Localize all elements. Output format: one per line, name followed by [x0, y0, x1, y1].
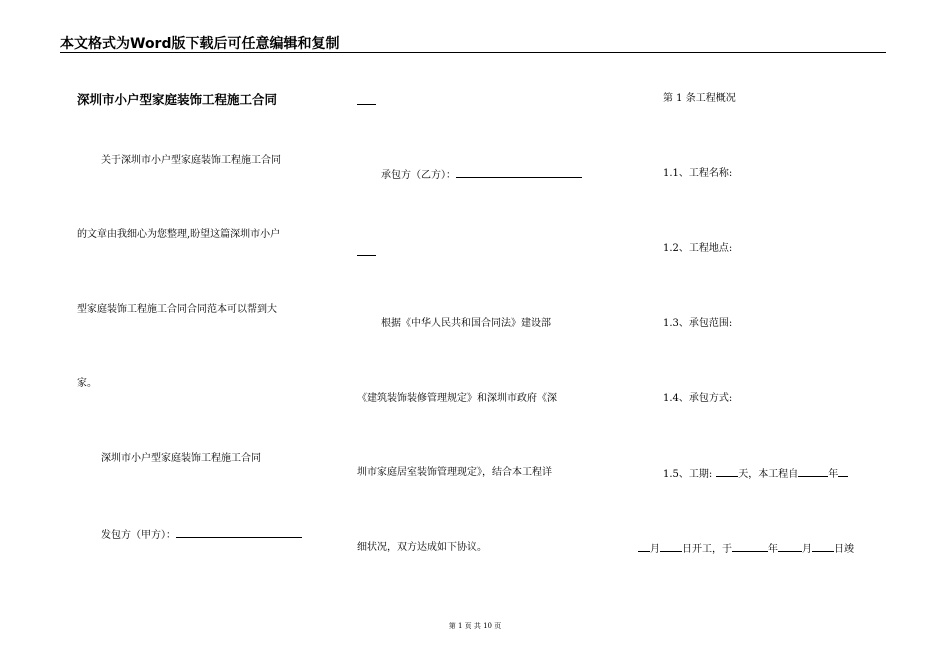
- days-blank: [716, 467, 738, 477]
- item-1-2-project-location: 1.2、工程地点:: [663, 243, 733, 254]
- item-1-1-project-name: 1.1、工程名称:: [663, 168, 733, 179]
- party-a-blank: [176, 528, 302, 538]
- item-1-4-contract-method: 1.4、承包方式:: [663, 393, 733, 404]
- intro-paragraph-line-3: 型家庭装饰工程施工合同合同范本可以帮到大: [77, 304, 277, 315]
- start-month-blank: [638, 542, 650, 552]
- start-month-blank-lead: [838, 467, 848, 477]
- item-1-5-dates-line: [638, 542, 854, 556]
- contract-title: 深圳市小户型家庭装饰工程施工合同: [77, 92, 278, 107]
- party-a-line: [101, 528, 302, 542]
- end-month-blank: [778, 542, 802, 552]
- basis-line-4: 细状况，双方达成如下协议。: [357, 542, 487, 553]
- basis-line-3: 圳市家庭居室装饰管理现定》，结合本工程详: [357, 467, 552, 478]
- page-number-footer: 第 1 页 共 10 页: [448, 622, 502, 630]
- basis-line-1: 根据《中华人民共和国合同法》建设部: [381, 318, 551, 329]
- start-day-text: 日开工，于: [682, 544, 732, 555]
- article-1-heading: 第 1 条工程概况: [663, 93, 736, 104]
- month-text: 月: [650, 544, 660, 555]
- item-1-5-label: 1.5、工期:: [663, 469, 713, 480]
- start-day-blank: [660, 542, 682, 552]
- party-a-label: 发包方（甲方）：: [101, 530, 176, 541]
- party-b-label: 承包方（乙方）：: [381, 170, 456, 181]
- end-day-blank: [812, 542, 834, 552]
- item-1-5-duration-line: [663, 467, 848, 481]
- document-header: 本文格式为Word版下载后可任意编辑和复制: [60, 36, 340, 52]
- end-year-blank: [732, 542, 768, 552]
- intro-paragraph-line-1: 关于深圳市小户型家庭装饰工程施工合同: [101, 155, 281, 166]
- party-b-blank: [456, 168, 582, 178]
- blank-line-top: [357, 104, 376, 105]
- header-divider: [60, 52, 886, 53]
- item-1-3-contract-scope: 1.3、承包范围:: [663, 318, 733, 329]
- party-b-line: [381, 168, 582, 182]
- end-day-text: 日竣: [834, 544, 854, 555]
- year-text: 年: [828, 469, 839, 480]
- intro-paragraph-line-2: 的文章由我细心为您整理,盼望这篇深圳市小户: [77, 229, 281, 240]
- basis-line-2: 《建筑装饰装修管理规定》和深圳市政府《深: [357, 393, 557, 404]
- blank-line-middle: [357, 255, 376, 256]
- end-year-text: 年: [768, 544, 778, 555]
- start-year-blank: [798, 467, 828, 477]
- days-text: 天，本工程自: [738, 469, 799, 480]
- end-month-text: 月: [802, 544, 812, 555]
- intro-paragraph-line-4: 家。: [77, 378, 97, 389]
- contract-name-line: 深圳市小户型家庭装饰工程施工合同: [101, 453, 261, 464]
